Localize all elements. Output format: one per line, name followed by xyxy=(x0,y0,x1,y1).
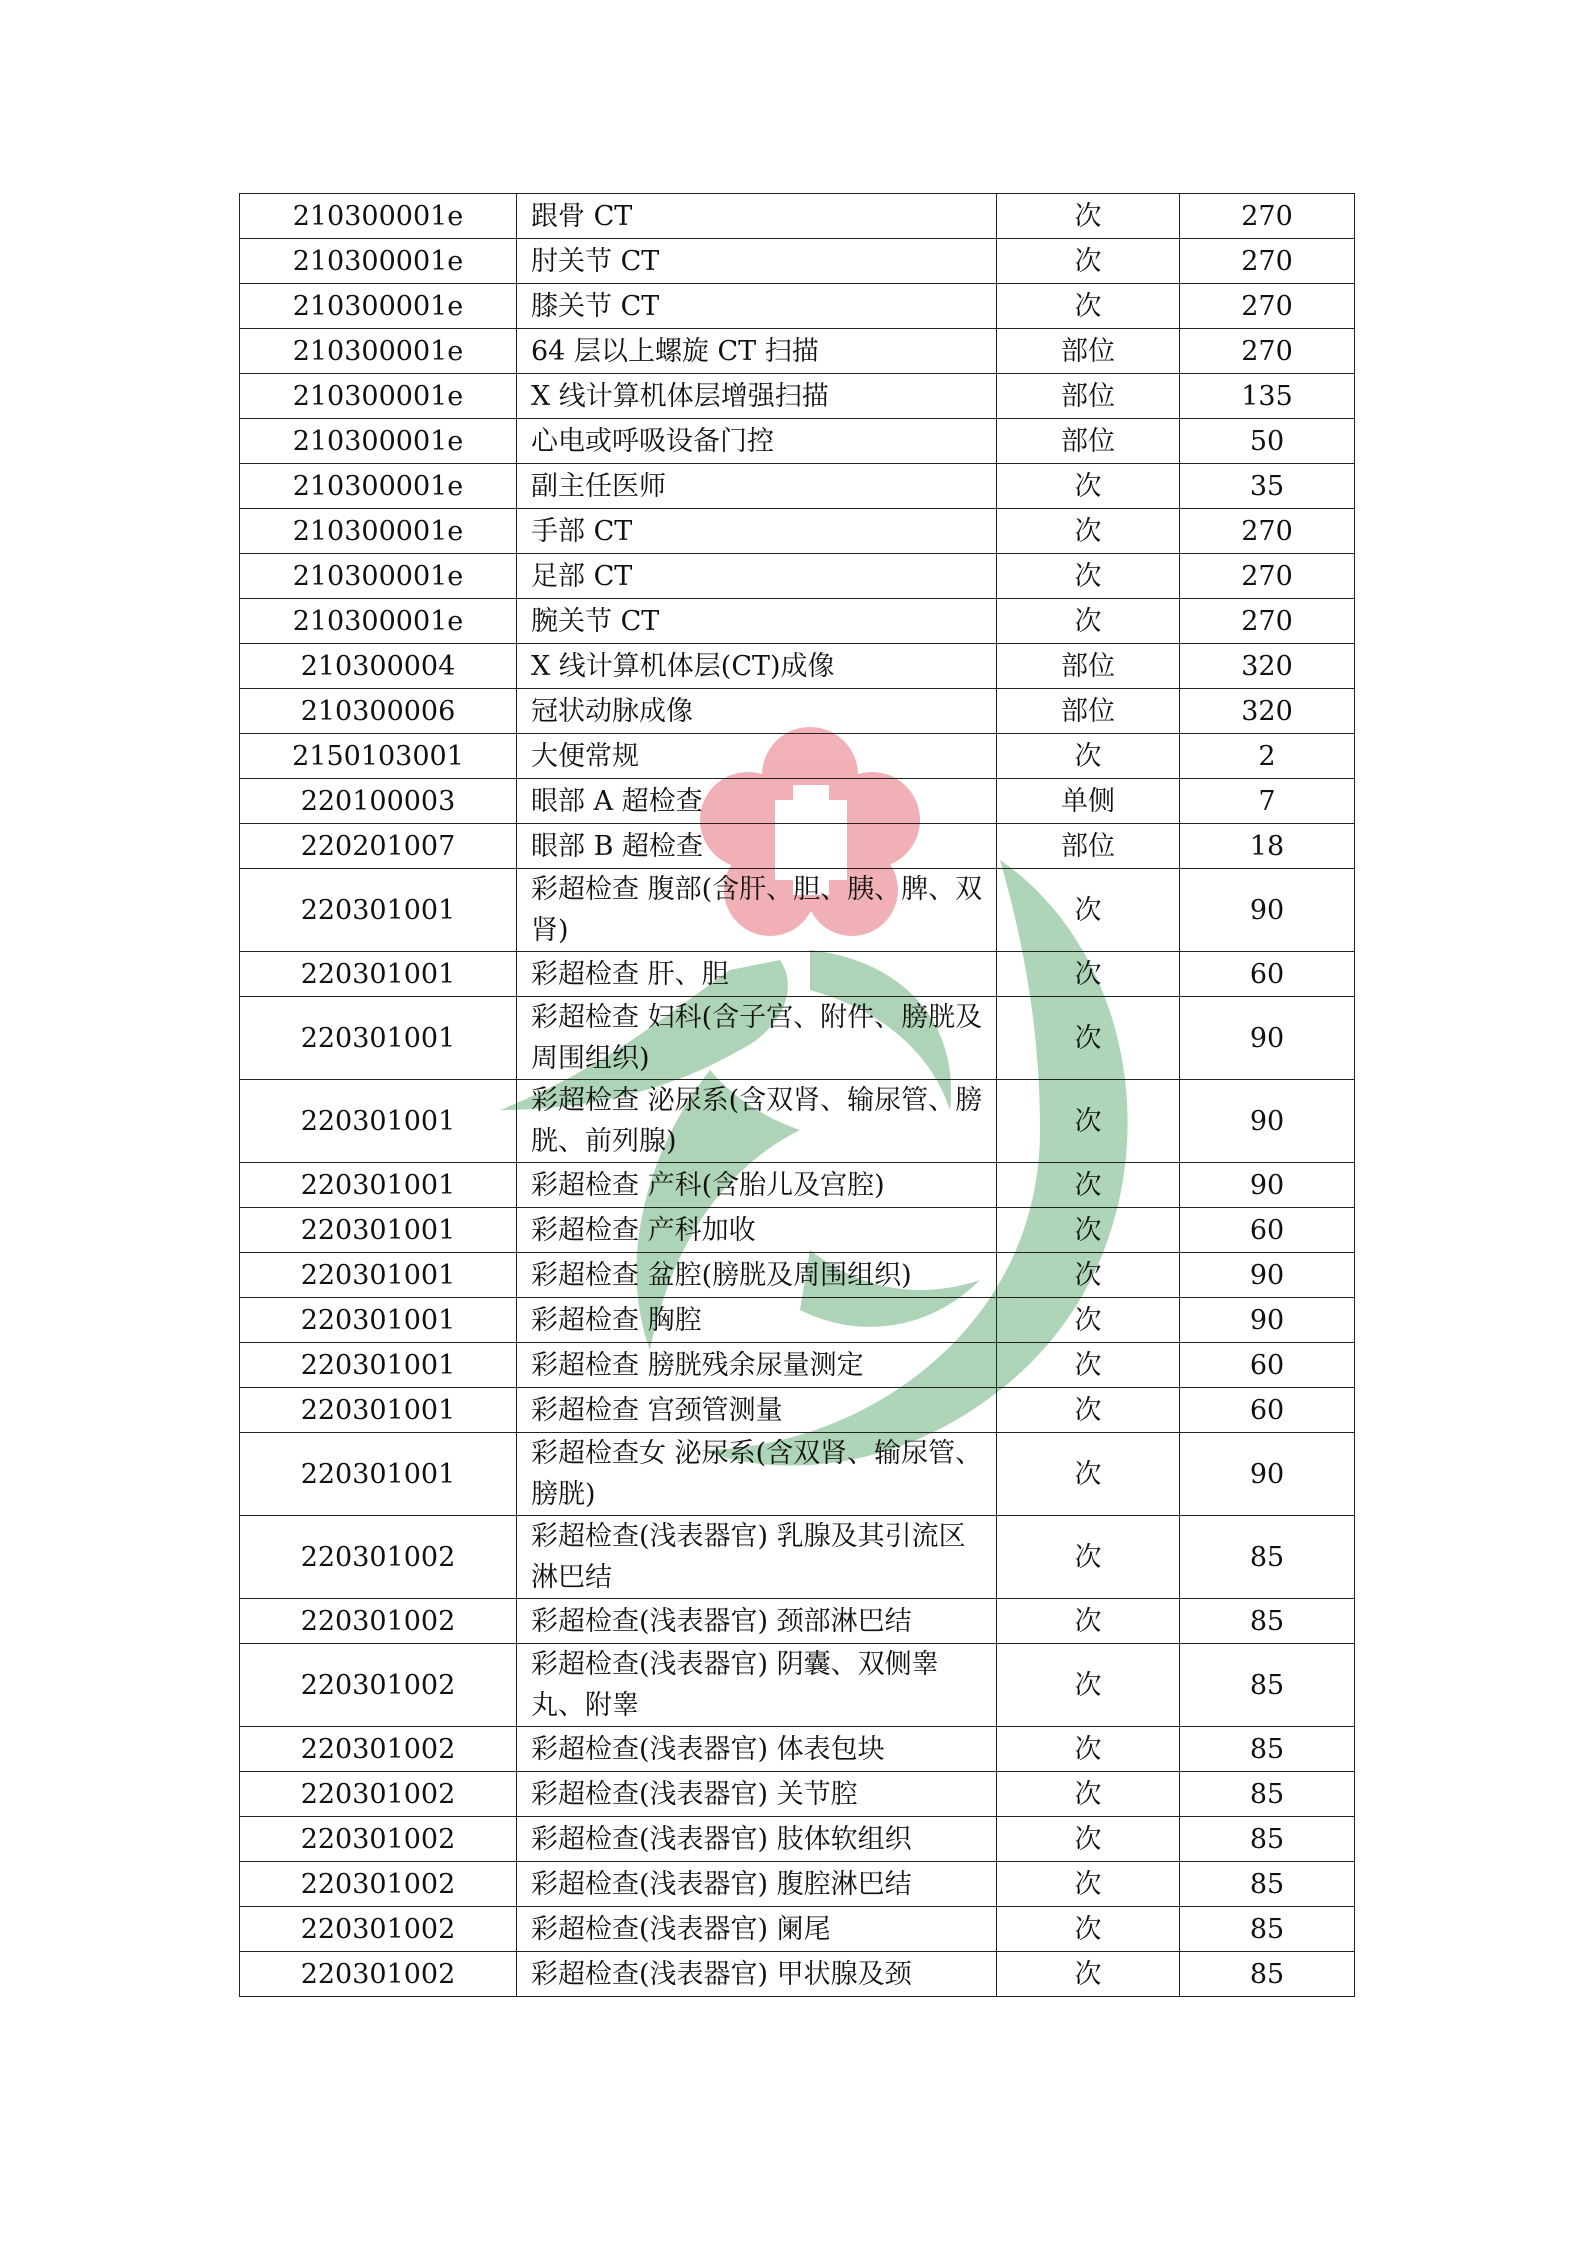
unit-cell: 次 xyxy=(997,734,1180,779)
code-cell: 210300001e xyxy=(240,419,517,464)
unit-cell: 次 xyxy=(997,997,1180,1080)
price-cell: 270 xyxy=(1180,194,1355,239)
price-cell: 90 xyxy=(1180,1298,1355,1343)
unit-cell: 次 xyxy=(997,284,1180,329)
unit-cell: 次 xyxy=(997,1343,1180,1388)
item-name-cell: 彩超检查(浅表器官) 体表包块 xyxy=(517,1727,997,1772)
table-row xyxy=(240,1952,1355,1997)
table-row xyxy=(240,1862,1355,1907)
table-row xyxy=(240,1727,1355,1772)
table-row xyxy=(240,644,1355,689)
fee-table xyxy=(239,193,1355,1997)
item-name-cell: 彩超检查(浅表器官) 阑尾 xyxy=(517,1907,997,1952)
table-row xyxy=(240,952,1355,997)
price-cell: 7 xyxy=(1180,779,1355,824)
item-name-cell: 彩超检查 宫颈管测量 xyxy=(517,1388,997,1433)
table-row xyxy=(240,509,1355,554)
code-cell: 220301001 xyxy=(240,1163,517,1208)
code-cell: 220301001 xyxy=(240,1343,517,1388)
unit-cell: 部位 xyxy=(997,824,1180,869)
price-cell: 85 xyxy=(1180,1817,1355,1862)
code-cell: 220301002 xyxy=(240,1772,517,1817)
item-name-cell: 彩超检查 盆腔(膀胱及周围组织) xyxy=(517,1253,997,1298)
item-name-cell: 心电或呼吸设备门控 xyxy=(517,419,997,464)
code-cell: 220301002 xyxy=(240,1952,517,1997)
unit-cell: 次 xyxy=(997,1727,1180,1772)
unit-cell: 部位 xyxy=(997,374,1180,419)
table-row xyxy=(240,194,1355,239)
unit-cell: 部位 xyxy=(997,419,1180,464)
price-cell: 85 xyxy=(1180,1862,1355,1907)
price-cell: 90 xyxy=(1180,1253,1355,1298)
fee-table-body xyxy=(240,194,1355,1997)
item-name-cell: 跟骨 CT xyxy=(517,194,997,239)
unit-cell: 次 xyxy=(997,554,1180,599)
table-row xyxy=(240,1644,1355,1727)
price-cell: 135 xyxy=(1180,374,1355,419)
price-cell: 85 xyxy=(1180,1772,1355,1817)
unit-cell: 次 xyxy=(997,1080,1180,1163)
price-cell: 90 xyxy=(1180,1163,1355,1208)
item-name-cell: 彩超检查(浅表器官) 腹腔淋巴结 xyxy=(517,1862,997,1907)
unit-cell: 次 xyxy=(997,1952,1180,1997)
table-row xyxy=(240,1772,1355,1817)
unit-cell: 次 xyxy=(997,1298,1180,1343)
item-name-cell: 彩超检查(浅表器官) 关节腔 xyxy=(517,1772,997,1817)
item-name-cell: 眼部 B 超检查 xyxy=(517,824,997,869)
unit-cell: 次 xyxy=(997,464,1180,509)
item-name-cell: 彩超检查 胸腔 xyxy=(517,1298,997,1343)
code-cell: 220301002 xyxy=(240,1907,517,1952)
item-name-cell: 彩超检查 产科(含胎儿及宫腔) xyxy=(517,1163,997,1208)
code-cell: 220301002 xyxy=(240,1727,517,1772)
price-cell: 270 xyxy=(1180,509,1355,554)
table-row xyxy=(240,1080,1355,1163)
price-cell: 90 xyxy=(1180,997,1355,1080)
unit-cell: 次 xyxy=(997,1907,1180,1952)
unit-cell: 次 xyxy=(997,952,1180,997)
price-cell: 270 xyxy=(1180,554,1355,599)
table-row xyxy=(240,284,1355,329)
price-cell: 270 xyxy=(1180,329,1355,374)
unit-cell: 次 xyxy=(997,1388,1180,1433)
price-cell: 85 xyxy=(1180,1599,1355,1644)
unit-cell: 次 xyxy=(997,1644,1180,1727)
price-cell: 90 xyxy=(1180,869,1355,952)
item-name-cell: 彩超检查 腹部(含肝、胆、胰、脾、双肾) xyxy=(517,869,997,952)
unit-cell: 次 xyxy=(997,599,1180,644)
price-cell: 90 xyxy=(1180,1080,1355,1163)
code-cell: 220301001 xyxy=(240,1253,517,1298)
code-cell: 220301002 xyxy=(240,1516,517,1599)
code-cell: 220301002 xyxy=(240,1644,517,1727)
item-name-cell: 彩超检查(浅表器官) 阴囊、双侧睾丸、附睾 xyxy=(517,1644,997,1727)
code-cell: 210300001e xyxy=(240,599,517,644)
code-cell: 220201007 xyxy=(240,824,517,869)
table-row xyxy=(240,869,1355,952)
unit-cell: 次 xyxy=(997,1817,1180,1862)
item-name-cell: 彩超检查 妇科(含子宫、附件、膀胱及周围组织) xyxy=(517,997,997,1080)
table-row xyxy=(240,1516,1355,1599)
price-cell: 270 xyxy=(1180,284,1355,329)
code-cell: 210300001e xyxy=(240,284,517,329)
unit-cell: 单侧 xyxy=(997,779,1180,824)
item-name-cell: 膝关节 CT xyxy=(517,284,997,329)
table-row xyxy=(240,599,1355,644)
unit-cell: 次 xyxy=(997,1208,1180,1253)
price-cell: 85 xyxy=(1180,1644,1355,1727)
code-cell: 220301001 xyxy=(240,1080,517,1163)
item-name-cell: X 线计算机体层增强扫描 xyxy=(517,374,997,419)
code-cell: 210300006 xyxy=(240,689,517,734)
code-cell: 220301001 xyxy=(240,997,517,1080)
code-cell: 220301001 xyxy=(240,869,517,952)
table-row xyxy=(240,997,1355,1080)
item-name-cell: 肘关节 CT xyxy=(517,239,997,284)
unit-cell: 次 xyxy=(997,509,1180,554)
price-cell: 60 xyxy=(1180,1388,1355,1433)
code-cell: 210300001e xyxy=(240,554,517,599)
item-name-cell: 彩超检查 膀胱残余尿量测定 xyxy=(517,1343,997,1388)
price-cell: 60 xyxy=(1180,1208,1355,1253)
unit-cell: 次 xyxy=(997,869,1180,952)
item-name-cell: 彩超检查 肝、胆 xyxy=(517,952,997,997)
item-name-cell: 64 层以上螺旋 CT 扫描 xyxy=(517,329,997,374)
price-cell: 85 xyxy=(1180,1952,1355,1997)
code-cell: 220301001 xyxy=(240,1208,517,1253)
item-name-cell: X 线计算机体层(CT)成像 xyxy=(517,644,997,689)
table-row xyxy=(240,1208,1355,1253)
unit-cell: 部位 xyxy=(997,689,1180,734)
price-cell: 2 xyxy=(1180,734,1355,779)
unit-cell: 部位 xyxy=(997,329,1180,374)
table-row xyxy=(240,1253,1355,1298)
price-cell: 18 xyxy=(1180,824,1355,869)
table-row xyxy=(240,779,1355,824)
item-name-cell: 副主任医师 xyxy=(517,464,997,509)
item-name-cell: 腕关节 CT xyxy=(517,599,997,644)
price-cell: 270 xyxy=(1180,599,1355,644)
code-cell: 210300001e xyxy=(240,239,517,284)
table-row xyxy=(240,1388,1355,1433)
price-cell: 50 xyxy=(1180,419,1355,464)
item-name-cell: 冠状动脉成像 xyxy=(517,689,997,734)
price-cell: 90 xyxy=(1180,1433,1355,1516)
price-cell: 60 xyxy=(1180,952,1355,997)
item-name-cell: 眼部 A 超检查 xyxy=(517,779,997,824)
code-cell: 210300001e xyxy=(240,464,517,509)
table-row xyxy=(240,1907,1355,1952)
table-row xyxy=(240,1298,1355,1343)
unit-cell: 部位 xyxy=(997,644,1180,689)
code-cell: 210300001e xyxy=(240,509,517,554)
table-row xyxy=(240,554,1355,599)
unit-cell: 次 xyxy=(997,1772,1180,1817)
code-cell: 220301002 xyxy=(240,1862,517,1907)
unit-cell: 次 xyxy=(997,1862,1180,1907)
price-cell: 85 xyxy=(1180,1727,1355,1772)
price-cell: 85 xyxy=(1180,1907,1355,1952)
item-name-cell: 足部 CT xyxy=(517,554,997,599)
code-cell: 220301001 xyxy=(240,1388,517,1433)
code-cell: 220301001 xyxy=(240,1298,517,1343)
price-cell: 270 xyxy=(1180,239,1355,284)
code-cell: 210300004 xyxy=(240,644,517,689)
table-row xyxy=(240,1817,1355,1862)
code-cell: 220301002 xyxy=(240,1599,517,1644)
table-row xyxy=(240,824,1355,869)
table-row xyxy=(240,329,1355,374)
code-cell: 210300001e xyxy=(240,194,517,239)
unit-cell: 次 xyxy=(997,1433,1180,1516)
table-row xyxy=(240,464,1355,509)
item-name-cell: 彩超检查 泌尿系(含双肾、输尿管、膀胱、前列腺) xyxy=(517,1080,997,1163)
item-name-cell: 大便常规 xyxy=(517,734,997,779)
code-cell: 220301001 xyxy=(240,952,517,997)
item-name-cell: 彩超检查 产科加收 xyxy=(517,1208,997,1253)
unit-cell: 次 xyxy=(997,1599,1180,1644)
table-row xyxy=(240,1343,1355,1388)
code-cell: 210300001e xyxy=(240,374,517,419)
table-row xyxy=(240,239,1355,284)
price-cell: 60 xyxy=(1180,1343,1355,1388)
table-row xyxy=(240,1163,1355,1208)
code-cell: 210300001e xyxy=(240,329,517,374)
unit-cell: 次 xyxy=(997,194,1180,239)
table-row xyxy=(240,419,1355,464)
unit-cell: 次 xyxy=(997,239,1180,284)
table-row xyxy=(240,1599,1355,1644)
item-name-cell: 彩超检查(浅表器官) 肢体软组织 xyxy=(517,1817,997,1862)
item-name-cell: 彩超检查(浅表器官) 甲状腺及颈 xyxy=(517,1952,997,1997)
unit-cell: 次 xyxy=(997,1253,1180,1298)
code-cell: 2150103001 xyxy=(240,734,517,779)
unit-cell: 次 xyxy=(997,1516,1180,1599)
price-cell: 35 xyxy=(1180,464,1355,509)
price-cell: 85 xyxy=(1180,1516,1355,1599)
item-name-cell: 手部 CT xyxy=(517,509,997,554)
unit-cell: 次 xyxy=(997,1163,1180,1208)
item-name-cell: 彩超检查女 泌尿系(含双肾、输尿管、膀胱) xyxy=(517,1433,997,1516)
table-row xyxy=(240,734,1355,779)
table-row xyxy=(240,1433,1355,1516)
price-cell: 320 xyxy=(1180,689,1355,734)
code-cell: 220301002 xyxy=(240,1817,517,1862)
code-cell: 220301001 xyxy=(240,1433,517,1516)
table-row xyxy=(240,689,1355,734)
code-cell: 220100003 xyxy=(240,779,517,824)
item-name-cell: 彩超检查(浅表器官) 颈部淋巴结 xyxy=(517,1599,997,1644)
price-cell: 320 xyxy=(1180,644,1355,689)
table-row xyxy=(240,374,1355,419)
item-name-cell: 彩超检查(浅表器官) 乳腺及其引流区淋巴结 xyxy=(517,1516,997,1599)
